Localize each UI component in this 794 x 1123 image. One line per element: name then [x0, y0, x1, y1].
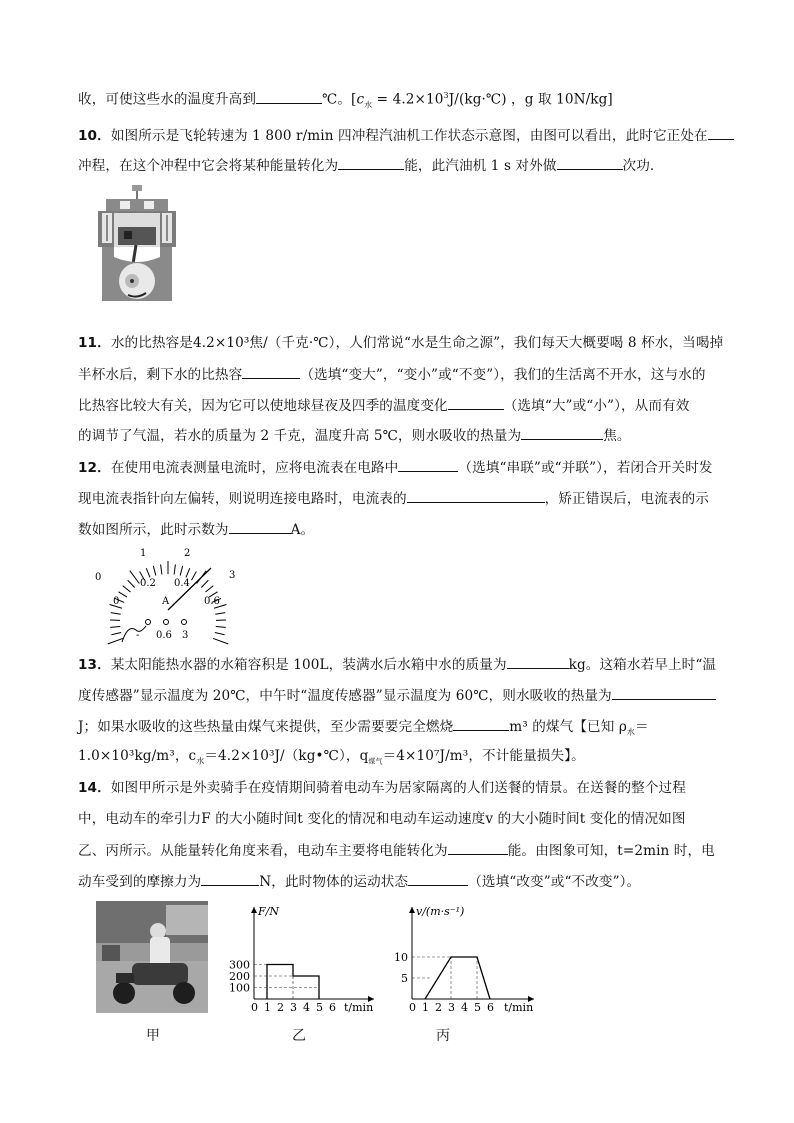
q11-text-4a: 的调节了气温，若水的质量为 2 千克，温度升高 5℃，则水吸收的热量为 — [78, 428, 522, 444]
ammeter-tick — [128, 580, 135, 587]
q13-q-sub: 煤气 — [368, 757, 383, 766]
q13-blank-mass[interactable] — [507, 654, 569, 669]
x-tick-label: 6 — [329, 1001, 336, 1014]
q13-blank-heat[interactable] — [612, 685, 716, 700]
q13-text-3b: m³ 的煤气【已知 ρ — [509, 719, 627, 735]
force-time-chart — [226, 899, 380, 1019]
q14-text-4a: 动车受到的摩擦力为 — [78, 874, 202, 890]
q13-line-3 — [78, 716, 649, 743]
velocity-chart-axes — [409, 907, 534, 1002]
ammeter-tick — [213, 638, 228, 643]
y-tick-label: 10 — [394, 951, 408, 964]
ammeter-terminal-06: 0.6 — [156, 630, 172, 641]
ammeter-terminal-3: 3 — [182, 630, 189, 641]
ammeter-tick — [192, 571, 197, 580]
q10-blank-work-times[interactable] — [557, 155, 623, 170]
caption-yi: 乙 — [292, 1028, 306, 1044]
x-tick-label: 6 — [487, 1001, 494, 1014]
x-tick-label: 4 — [303, 1001, 310, 1014]
q12-text-1a: 在使用电流表测量电流时，应将电流表在电路中 — [110, 460, 399, 476]
q11-blank-temp-change[interactable] — [448, 395, 504, 410]
ammeter-lower-tick-0: 0 — [113, 596, 120, 607]
ammeter-tick — [180, 566, 183, 576]
y-tick-label: 100 — [229, 981, 250, 995]
x-axis-label: t/min — [504, 1001, 534, 1014]
x-tick-label: 3 — [290, 1001, 297, 1014]
ammeter-lower-tick-0.4: 0.4 — [174, 578, 190, 589]
q14-text-3b: 能。由图象可知，t=2min 时，电 — [507, 843, 715, 859]
q13-number: 13． — [78, 657, 111, 673]
x-tick-label: 1 — [422, 1001, 429, 1014]
velocity-chart-guides — [412, 957, 477, 999]
q13-c-sub: 水 — [196, 756, 205, 766]
q14-line-1 — [78, 778, 686, 798]
q13-text-4c: ＝4.2×10³J/（kg•℃），q — [204, 748, 369, 764]
q9-c-unit: J/(kg·℃) ，g 取 10N/kg] — [448, 91, 613, 108]
q14-text-3a: 乙、丙所示。从能量转化角度来看，电动车主要将电能转化为 — [78, 843, 448, 859]
y-tick-label: 300 — [229, 958, 250, 972]
q12-number: 12． — [78, 460, 111, 476]
x-tick-label: 2 — [435, 1001, 442, 1014]
ammeter-tick — [123, 586, 131, 592]
ammeter-dial — [88, 542, 248, 646]
q11-line-2 — [78, 364, 706, 385]
x-tick-label: 5 — [474, 1001, 481, 1014]
y-axis-arrow-icon — [409, 907, 415, 913]
ammeter-tick — [108, 638, 123, 643]
x-tick-label: 0 — [251, 1001, 258, 1014]
q9-blank-temperature[interactable] — [256, 89, 322, 104]
q11-blank-specific-heat[interactable] — [242, 364, 300, 379]
q14-line-3 — [78, 840, 715, 861]
rider-photo — [96, 901, 208, 1013]
ammeter-tick — [174, 564, 175, 574]
y-axis-arrow-icon — [251, 907, 257, 913]
engine-diagram — [94, 183, 180, 311]
x-axis-label: t/min — [344, 1001, 374, 1014]
ammeter-terminal-3-icon — [182, 620, 187, 625]
x-tick-label: 4 — [461, 1001, 468, 1014]
q9-c-sub: 水 — [364, 100, 373, 110]
velocity-time-chart — [382, 899, 542, 1019]
q14-text-4b: N，此时物体的运动状态 — [259, 874, 409, 890]
q12-text-3b: A。 — [290, 522, 315, 538]
q11-line-1 — [78, 333, 723, 353]
q14-blank-friction[interactable] — [201, 871, 259, 886]
q9-c-symbol: c — [356, 91, 365, 108]
q10-blank-stroke[interactable] — [708, 125, 734, 140]
q10-text-2c: 次功． — [622, 158, 664, 174]
ammeter-tick — [215, 613, 225, 615]
ammeter-upper-tick-3: 3 — [229, 570, 236, 581]
ammeter-lower-tick-0.2: 0.2 — [140, 578, 156, 589]
q13-line-2 — [78, 685, 716, 706]
ammeter-wire — [122, 626, 146, 642]
y-tick-label: 5 — [401, 972, 408, 985]
q13-text-1a: 某太阳能热水器的水箱容积是 100L，装满水后水箱中水的质量为 — [110, 657, 507, 673]
q13-text-3d: ＝ — [635, 719, 649, 735]
q13-text-3a: J；如果水吸收的这些热量由煤气来提供，至少需要要完全燃烧 — [78, 719, 454, 735]
q12-line-3 — [78, 519, 314, 540]
q12-blank-connection[interactable] — [398, 457, 458, 472]
q10-line-1 — [78, 125, 734, 146]
q12-line-1 — [78, 457, 713, 478]
q12-blank-error[interactable] — [407, 488, 545, 503]
q14-text-2: 中，电动车的牵引力F 的大小随时间t 变化的情况和电动车运动速度v 的大小随时间t 变化的情况如图 — [78, 811, 686, 827]
ammeter-upper-tick-0: 0 — [95, 572, 102, 583]
q11-line-3 — [78, 395, 689, 416]
ammeter-lower-tick-0.6: 0.6 — [204, 596, 220, 607]
q11-line-4 — [78, 425, 631, 446]
velocity-chart-series — [425, 957, 490, 999]
q10-text-2a: 冲程，在这个冲程中它会将某种能量转化为 — [78, 158, 339, 174]
q11-text-4b: 焦。 — [603, 428, 631, 444]
q13-rho-sub: 水 — [626, 727, 636, 737]
ammeter-tick — [111, 613, 121, 615]
q10-line-2 — [78, 155, 664, 176]
caption-bing: 丙 — [436, 1028, 450, 1044]
q10-text-1: 如图所示是飞轮转速为 1 800 r/min 四冲程汽油机工作状态示意图，由图可以看出，此时它正处在 — [110, 128, 708, 144]
q11-text-2b: （选填“变大”，“变小”或“不变”），我们的生活离不开水，这与水的 — [300, 367, 706, 383]
q14-line-2 — [78, 809, 686, 829]
ammeter-upper-tick-2: 2 — [184, 548, 191, 559]
q13-line-4 — [78, 746, 585, 772]
ammeter-tick — [186, 568, 190, 577]
q11-text-3b: （选填“大”或“小”），从而有效 — [503, 398, 690, 414]
ammeter-tick — [118, 592, 127, 597]
ammeter-tick — [205, 586, 213, 592]
q11-text-1: 水的比热容是4.2×10³焦/（千克·℃），人们常说“水是生命之源”，我们每天大概要喝 8 杯水，当喝掉 — [110, 335, 724, 351]
y-axis-label: v/(m·s⁻¹) — [416, 905, 465, 918]
q12-text-2b: ，矫正错误后，电流表的示 — [544, 491, 709, 507]
q10-blank-energy[interactable] — [338, 155, 404, 170]
q11-blank-heat[interactable] — [521, 425, 603, 440]
ammeter-tick — [130, 571, 140, 584]
q12-blank-reading[interactable] — [229, 519, 291, 534]
force-chart-ticks — [229, 905, 373, 1014]
x-tick-label: 1 — [264, 1001, 271, 1014]
q12-text-3a: 数如图所示，此时示数为 — [78, 522, 229, 538]
q14-number: 14． — [78, 780, 111, 796]
q10-text-2b: 能，此汽油机 1 s 对外做 — [404, 158, 557, 174]
q14-blank-energy[interactable] — [448, 840, 508, 855]
y-axis-label: F/N — [258, 905, 279, 918]
q11-text-2a: 半杯水后，剩下水的比热容 — [78, 367, 243, 383]
q9-c-exp: 3 — [443, 91, 449, 100]
ammeter-terminal-neg: - — [136, 630, 140, 641]
ammeter-tick — [161, 564, 162, 574]
q14-text-1: 如图甲所示是外卖骑手在疫情期间骑着电动车为居家隔离的人们送餐的情景。在送餐的整个过程 — [110, 780, 686, 796]
q12-text-1b: （选填“串联”或“并联”），若闭合开关时发 — [458, 460, 713, 476]
ammeter-terminal-neg-icon — [146, 620, 151, 625]
ammeter-tick — [146, 568, 150, 577]
caption-jia: 甲 — [146, 1028, 160, 1044]
ammeter-tick — [216, 626, 226, 627]
ammeter-unit: A — [162, 596, 170, 607]
q10-number: 10． — [78, 128, 111, 144]
ammeter-tick — [215, 633, 225, 635]
q12-line-2 — [78, 488, 709, 509]
q12-text-2a: 现电流表指针向左偏转，则说明连接电路时，电流表的 — [78, 491, 407, 507]
q13-text-4e: ＝4×10⁷J/m³，不计能量损失】。 — [382, 748, 585, 764]
q13-text-1b: kg。这箱水若早上时“温 — [568, 657, 717, 673]
ammeter-terminal-06-icon — [164, 620, 169, 625]
force-chart-guides — [254, 965, 319, 1000]
q11-number: 11． — [78, 335, 111, 351]
q14-text-4c: （选填“改变”或“不改变”）。 — [468, 874, 641, 890]
q9-text-a: 收，可使这些水的温度升高到 — [78, 91, 257, 108]
ammeter-tick — [110, 626, 120, 627]
x-tick-label: 3 — [448, 1001, 455, 1014]
q13-text-4a: 1.0×10³kg/m³，c — [78, 748, 197, 764]
x-tick-label: 0 — [409, 1001, 416, 1014]
ammeter-tick — [153, 566, 156, 576]
x-tick-label: 2 — [277, 1001, 284, 1014]
ammeter-tick — [201, 580, 208, 587]
ammeter-upper-tick-1: 1 — [140, 548, 147, 559]
q11-text-3a: 比热容比较大有关，因为它可以使地球昼夜及四季的温度变化 — [78, 398, 448, 414]
q13-text-2a: 度传感器”显示温度为 20℃，中午时“温度传感器”显示温度为 60℃，则水吸收的热量为 — [78, 688, 612, 704]
velocity-chart-ticks — [394, 905, 533, 1014]
y-tick-label: 200 — [229, 970, 250, 983]
q13-line-1 — [78, 654, 716, 675]
q9-text-b: ℃。[ — [322, 91, 357, 108]
x-tick-label: 5 — [316, 1001, 323, 1014]
q13-blank-gas-volume[interactable] — [453, 716, 509, 731]
q14-blank-motion-state[interactable] — [408, 871, 468, 886]
data-line — [425, 957, 490, 999]
q14-line-4 — [78, 871, 640, 892]
q9-c-value: = 4.2×10 — [372, 91, 444, 108]
q9-tail-line — [78, 86, 613, 115]
ammeter-tick — [111, 633, 121, 635]
